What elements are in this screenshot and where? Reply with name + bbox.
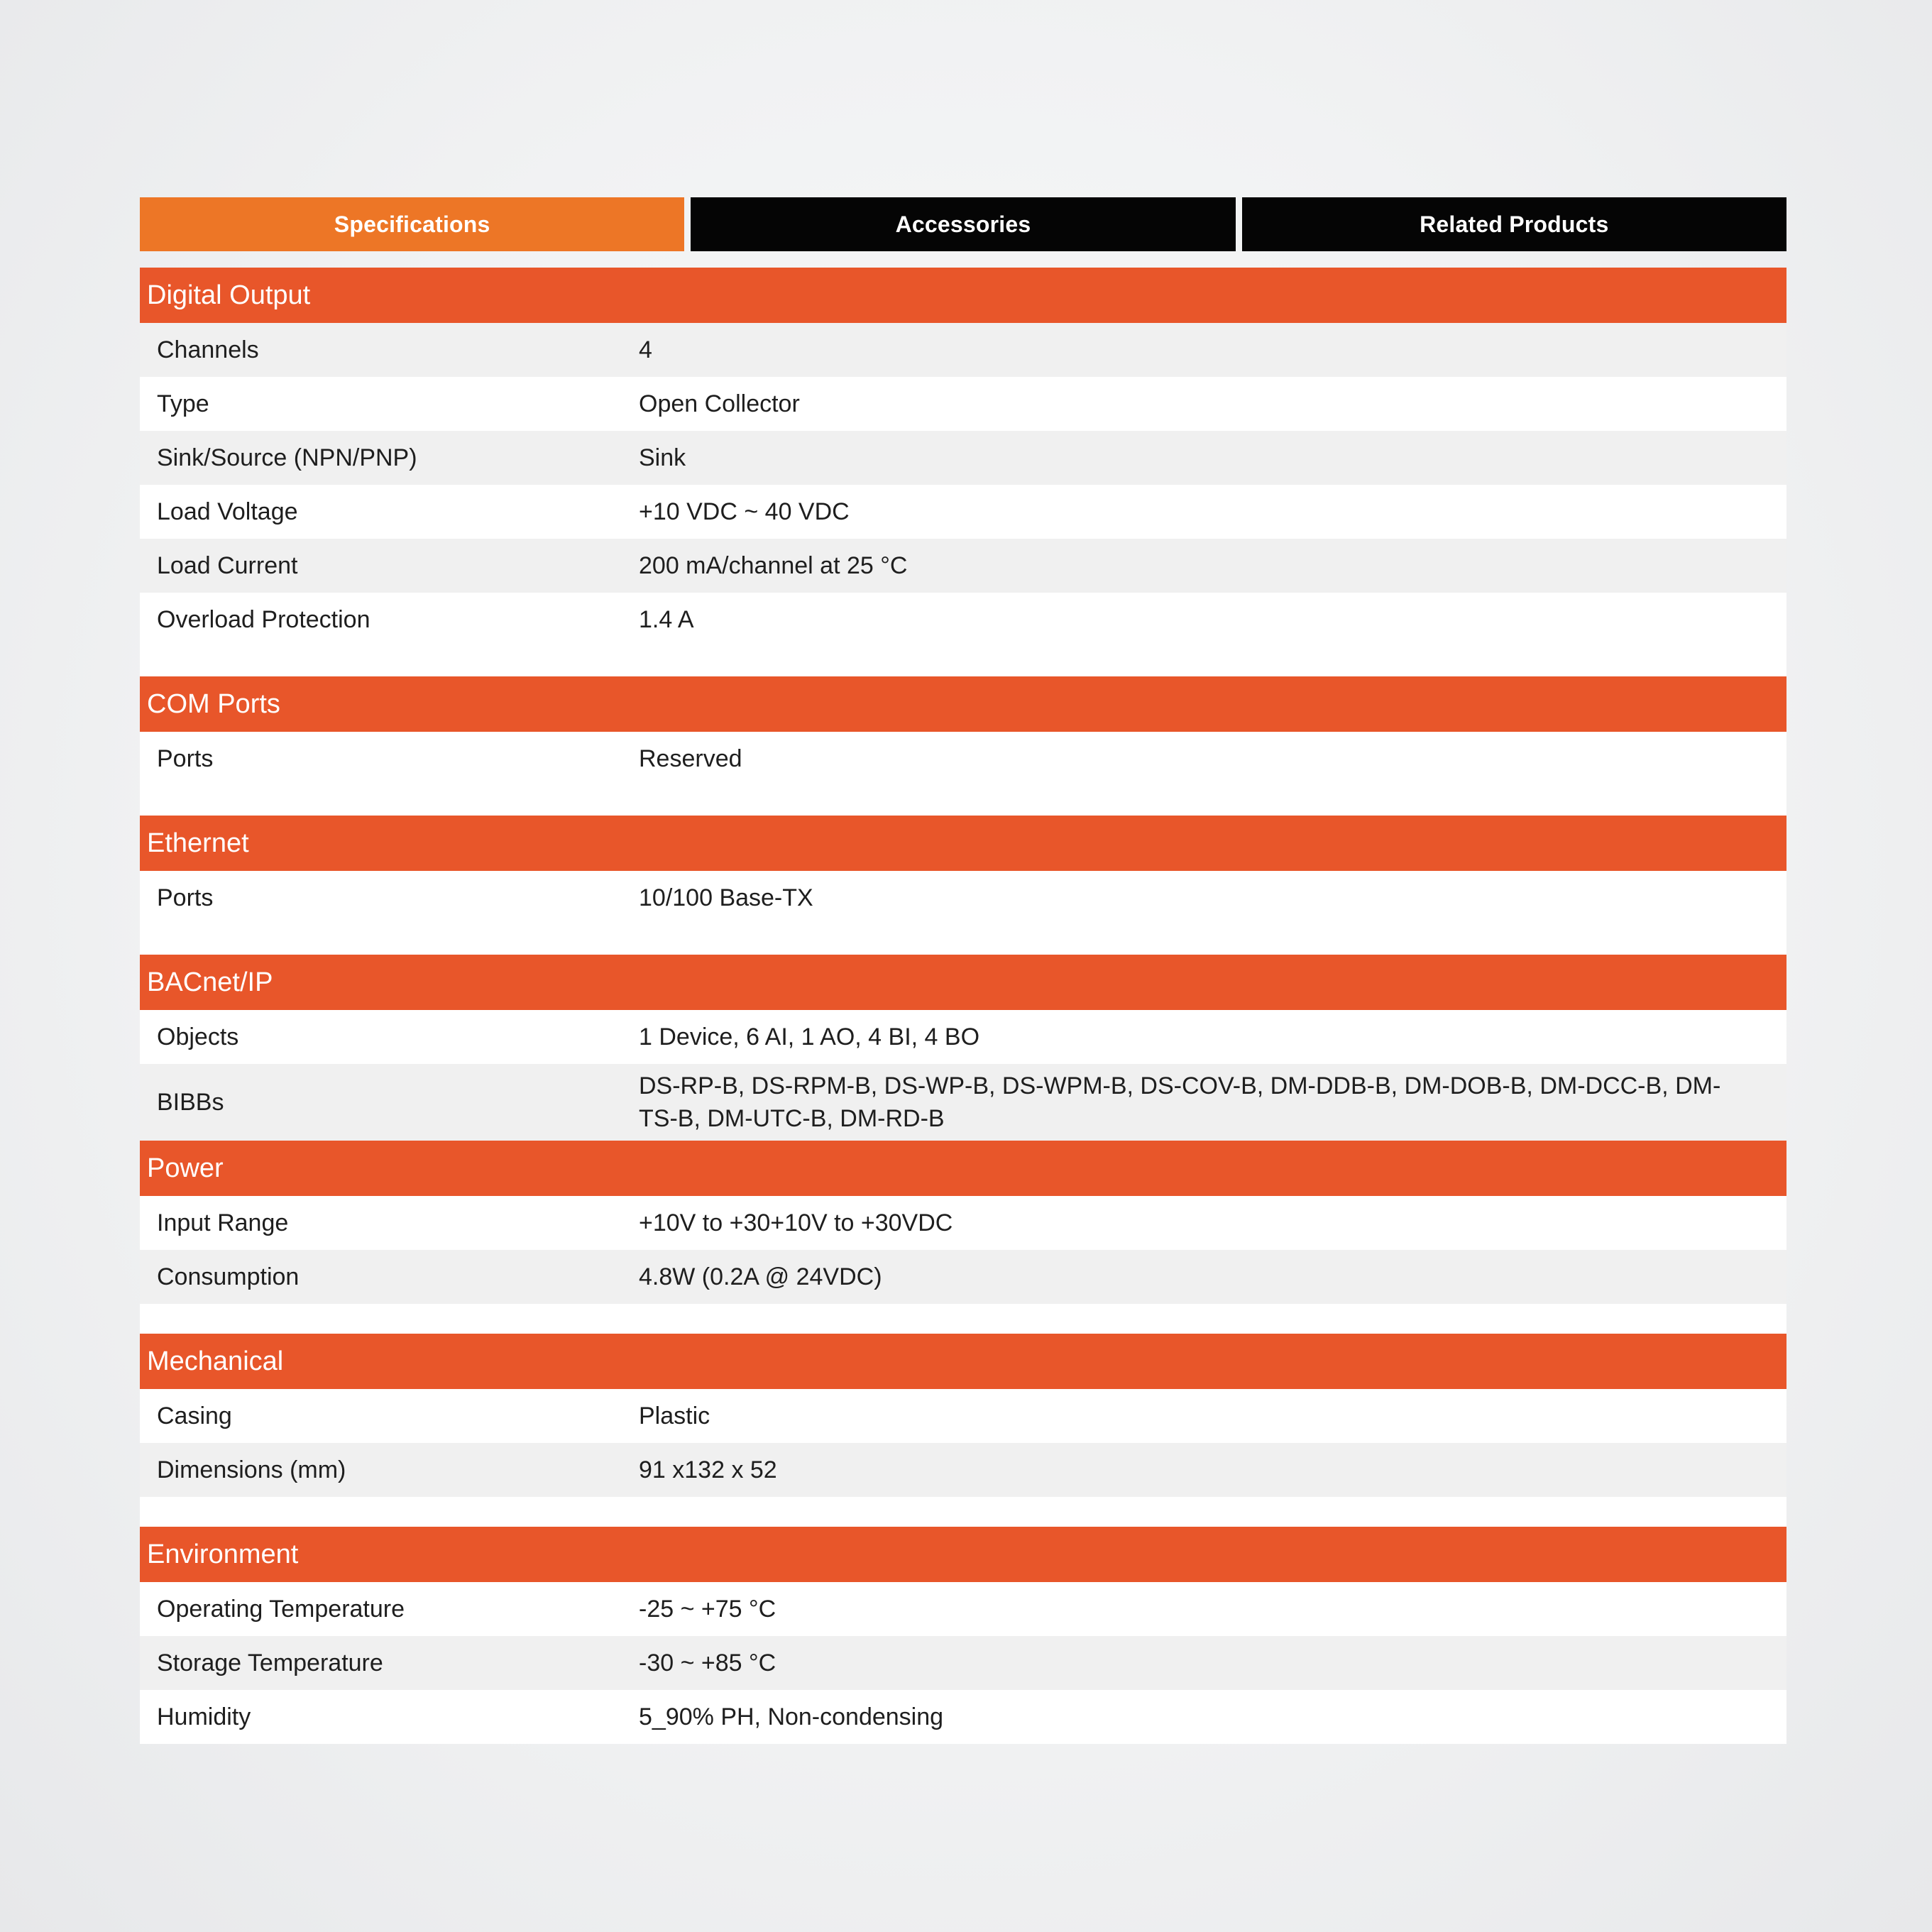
tab-accessories[interactable]: Accessories	[691, 197, 1235, 251]
spec-row	[140, 1010, 1786, 1064]
spec-row	[140, 732, 1786, 786]
spec-value: +10V to +30+10V to +30VDC	[639, 1209, 953, 1236]
spec-value: 10/100 Base-TX	[639, 884, 813, 911]
spec-row	[140, 1443, 1786, 1497]
spec-value: +10 VDC ~ 40 VDC	[639, 498, 850, 525]
spec-label: Humidity	[157, 1703, 251, 1730]
spec-label: Load Current	[157, 551, 298, 579]
spec-label: Ports	[157, 884, 214, 911]
section-spacer	[140, 1304, 1786, 1334]
section-title: Environment	[140, 1527, 1786, 1582]
spec-row	[140, 377, 1786, 431]
spec-label: Consumption	[157, 1263, 300, 1290]
section-title: COM Ports	[140, 676, 1786, 732]
section-power	[140, 1141, 1786, 1334]
spec-value: 91 x132 x 52	[639, 1456, 777, 1483]
section-spacer	[140, 1497, 1786, 1527]
spec-value: 200 mA/channel at 25 °C	[639, 552, 908, 579]
tab-related-products[interactable]: Related Products	[1242, 197, 1786, 251]
spec-label: Input Range	[157, 1209, 289, 1236]
spec-label: Sink/Source (NPN/PNP)	[157, 444, 417, 471]
spec-value: DS-RP-B, DS-RPM-B, DS-WP-B, DS-WPM-B, DS-COV-B, DM-DDB-B, DM-DOB-B, DM-DCC-B, DM-TS-B, DM-UTC-B, DM-RD-B	[639, 1072, 1721, 1132]
spec-row	[140, 1389, 1786, 1443]
section-title: Digital Output	[140, 268, 1786, 323]
spec-value: Plastic	[639, 1403, 710, 1429]
spec-row	[140, 871, 1786, 925]
spec-value: 1.4 A	[639, 606, 694, 633]
section-spacer	[140, 786, 1786, 816]
spec-row	[140, 431, 1786, 485]
section-title: BACnet/IP	[140, 955, 1786, 1010]
spec-row	[140, 593, 1786, 647]
spec-label: Casing	[157, 1402, 232, 1429]
spec-value: -30 ~ +85 °C	[639, 1650, 776, 1676]
spec-row	[140, 1636, 1786, 1690]
section-mechanical	[140, 1334, 1786, 1527]
spec-label: Operating Temperature	[157, 1595, 405, 1623]
spec-panel	[140, 197, 1786, 1744]
spec-row	[140, 1690, 1786, 1744]
spec-row	[140, 1250, 1786, 1304]
spec-label: Overload Protection	[157, 605, 371, 633]
section-spacer	[140, 647, 1786, 676]
spec-value: -25 ~ +75 °C	[639, 1596, 776, 1623]
spec-row	[140, 323, 1786, 377]
section-spacer	[140, 925, 1786, 955]
spec-value: 1 Device, 6 AI, 1 AO, 4 BI, 4 BO	[639, 1023, 980, 1050]
spec-value: 4.8W (0.2A @ 24VDC)	[639, 1263, 882, 1290]
tab-specifications[interactable]: Specifications	[140, 197, 684, 251]
spec-value: 5_90% PH, Non-condensing	[639, 1703, 944, 1730]
section-title: Ethernet	[140, 816, 1786, 871]
spec-value: 4	[639, 336, 652, 363]
spec-label: Load Voltage	[157, 498, 298, 525]
spec-value: Sink	[639, 444, 686, 471]
spec-label: Objects	[157, 1023, 239, 1050]
spec-row	[140, 485, 1786, 539]
spec-row	[140, 1582, 1786, 1636]
section-title: Power	[140, 1141, 1786, 1196]
tab-bar	[140, 197, 1786, 251]
section-digital-output	[140, 268, 1786, 676]
section-bacnet-ip	[140, 955, 1786, 1141]
spec-label: Storage Temperature	[157, 1649, 383, 1676]
spec-label: Ports	[157, 745, 214, 772]
spec-value: Reserved	[639, 745, 742, 772]
spec-label: Dimensions (mm)	[157, 1456, 346, 1483]
section-com-ports	[140, 676, 1786, 816]
section-environment	[140, 1527, 1786, 1744]
spec-row	[140, 539, 1786, 593]
spec-label: Channels	[157, 336, 259, 363]
spec-label: Type	[157, 390, 209, 417]
section-title: Mechanical	[140, 1334, 1786, 1389]
spec-label: BIBBs	[157, 1088, 224, 1116]
spec-row	[140, 1064, 1786, 1141]
spec-row	[140, 1196, 1786, 1250]
spec-value: Open Collector	[639, 390, 800, 417]
section-ethernet	[140, 816, 1786, 955]
